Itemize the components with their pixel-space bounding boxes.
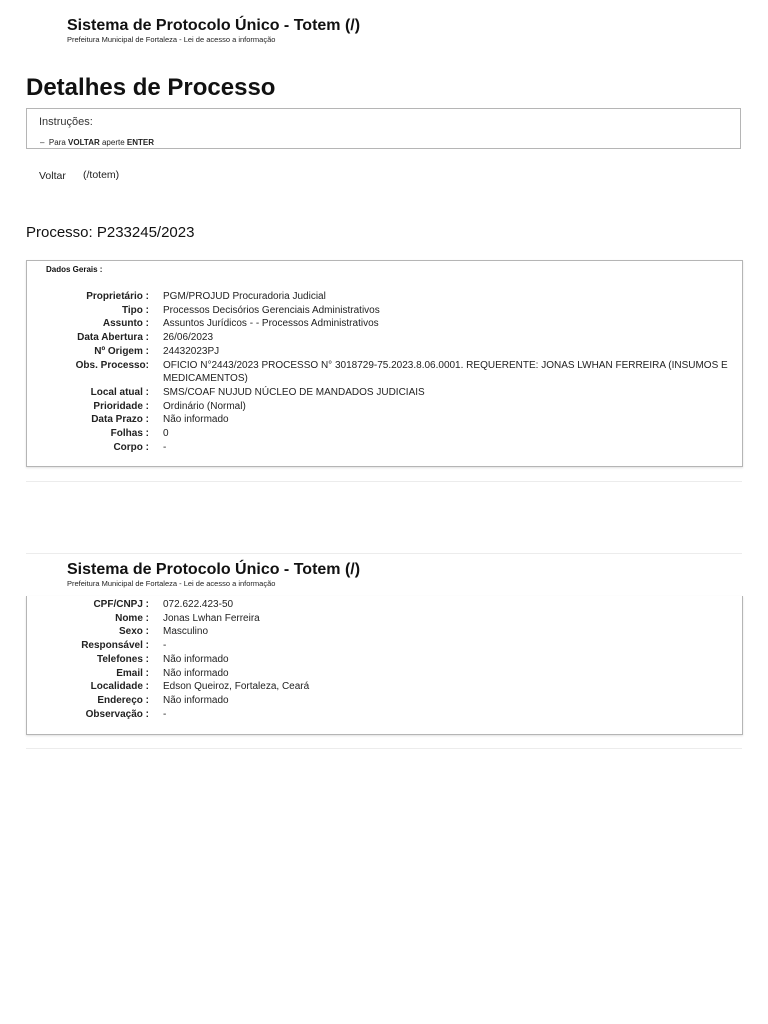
- interessado-card: [26, 596, 743, 735]
- field-label: Localidade :: [90, 681, 149, 693]
- processo-heading: Processo: P233245/2023: [26, 224, 195, 241]
- instructions-label: Instruções:: [39, 116, 93, 128]
- field-label: Responsável :: [81, 640, 149, 652]
- site-subtitle[interactable]: Prefeitura Municipal de Fortaleza - Lei de acesso a informação: [67, 579, 276, 588]
- field-label: Email :: [116, 667, 149, 679]
- field-value: Não informado: [163, 667, 229, 679]
- site-title[interactable]: Sistema de Protocolo Único - Totem (/): [67, 561, 361, 578]
- field-value: Processos Decisórios Gerenciais Administrativos: [163, 304, 380, 316]
- field-value: OFICIO N°2443/2023 PROCESSO N° 3018729-75.2023.8.06.0001. REQUERENTE: JONAS LWHAN FERREIRA (INSUMOS E MEDICAMENTOS): [163, 359, 728, 385]
- field-label: CPF/CNPJ :: [93, 599, 149, 610]
- field-value: -: [163, 708, 167, 720]
- field-value: Não informado: [163, 414, 229, 426]
- field-label: Folhas :: [110, 428, 149, 439]
- field-value: Masculino: [163, 626, 209, 638]
- field-label: Prioridade :: [93, 400, 149, 412]
- instructions-dash: –: [40, 138, 45, 147]
- field-value: Ordinário (Normal): [163, 400, 246, 412]
- field-label: Local atual :: [90, 386, 149, 398]
- field-value: Assuntos Jurídicos - - Processos Administrativos: [163, 318, 379, 330]
- instructions-enter-word: ENTER: [126, 138, 155, 147]
- field-value: -: [163, 441, 167, 453]
- field-value: 24432023PJ: [163, 345, 220, 357]
- field-label: Tipo :: [121, 304, 149, 316]
- voltar-link[interactable]: Voltar: [39, 170, 66, 182]
- field-label: Observação :: [85, 708, 149, 720]
- field-value: 26/06/2023: [163, 332, 214, 344]
- instructions-box: [26, 108, 741, 149]
- separator: [26, 481, 742, 482]
- field-value: -: [163, 640, 167, 652]
- separator: [26, 553, 742, 554]
- field-label: Sexo :: [118, 626, 149, 638]
- dados-gerais-title: Dados Gerais :: [46, 265, 103, 274]
- field-label: Proprietário :: [86, 291, 149, 302]
- field-label: Endereço :: [97, 694, 149, 706]
- instructions-mid: aperte: [101, 138, 125, 147]
- voltar-href: (/totem): [83, 169, 120, 181]
- separator: [26, 748, 742, 749]
- field-label: Assunto :: [102, 318, 149, 330]
- dados-gerais-card: [26, 260, 743, 467]
- field-label: Data Abertura :: [77, 332, 149, 344]
- instructions-prefix: Para: [48, 138, 66, 147]
- instructions-voltar-word: VOLTAR: [68, 138, 100, 147]
- field-value: Não informado: [163, 694, 229, 706]
- field-value: Jonas Lwhan Ferreira: [163, 612, 260, 624]
- field-value: 072.622.423-50: [163, 599, 234, 610]
- site-subtitle[interactable]: Prefeitura Municipal de Fortaleza - Lei de acesso a informação: [67, 35, 276, 44]
- page-title: Detalhes de Processo: [26, 74, 276, 101]
- site-title[interactable]: Sistema de Protocolo Único - Totem (/): [67, 17, 361, 34]
- field-label: Corpo :: [113, 441, 149, 453]
- field-value: 0: [163, 428, 169, 439]
- field-label: Telefones :: [96, 653, 149, 665]
- instructions-text: [40, 138, 154, 147]
- field-value: PGM/PROJUD Procuradoria Judicial: [163, 291, 326, 302]
- field-value: Edson Queiroz, Fortaleza, Ceará: [163, 681, 310, 693]
- field-value: SMS/COAF NUJUD NÚCLEO DE MANDADOS JUDICIAIS: [163, 386, 425, 398]
- voltar-row: [39, 169, 120, 182]
- site-header-repeat: [67, 561, 360, 589]
- field-label: Nome :: [115, 612, 149, 624]
- field-label: Obs. Processo:: [75, 359, 149, 371]
- field-value: Não informado: [163, 653, 229, 665]
- site-header: [67, 17, 360, 45]
- field-label: Data Prazo :: [91, 414, 149, 426]
- field-label: Nº Origem :: [94, 345, 149, 357]
